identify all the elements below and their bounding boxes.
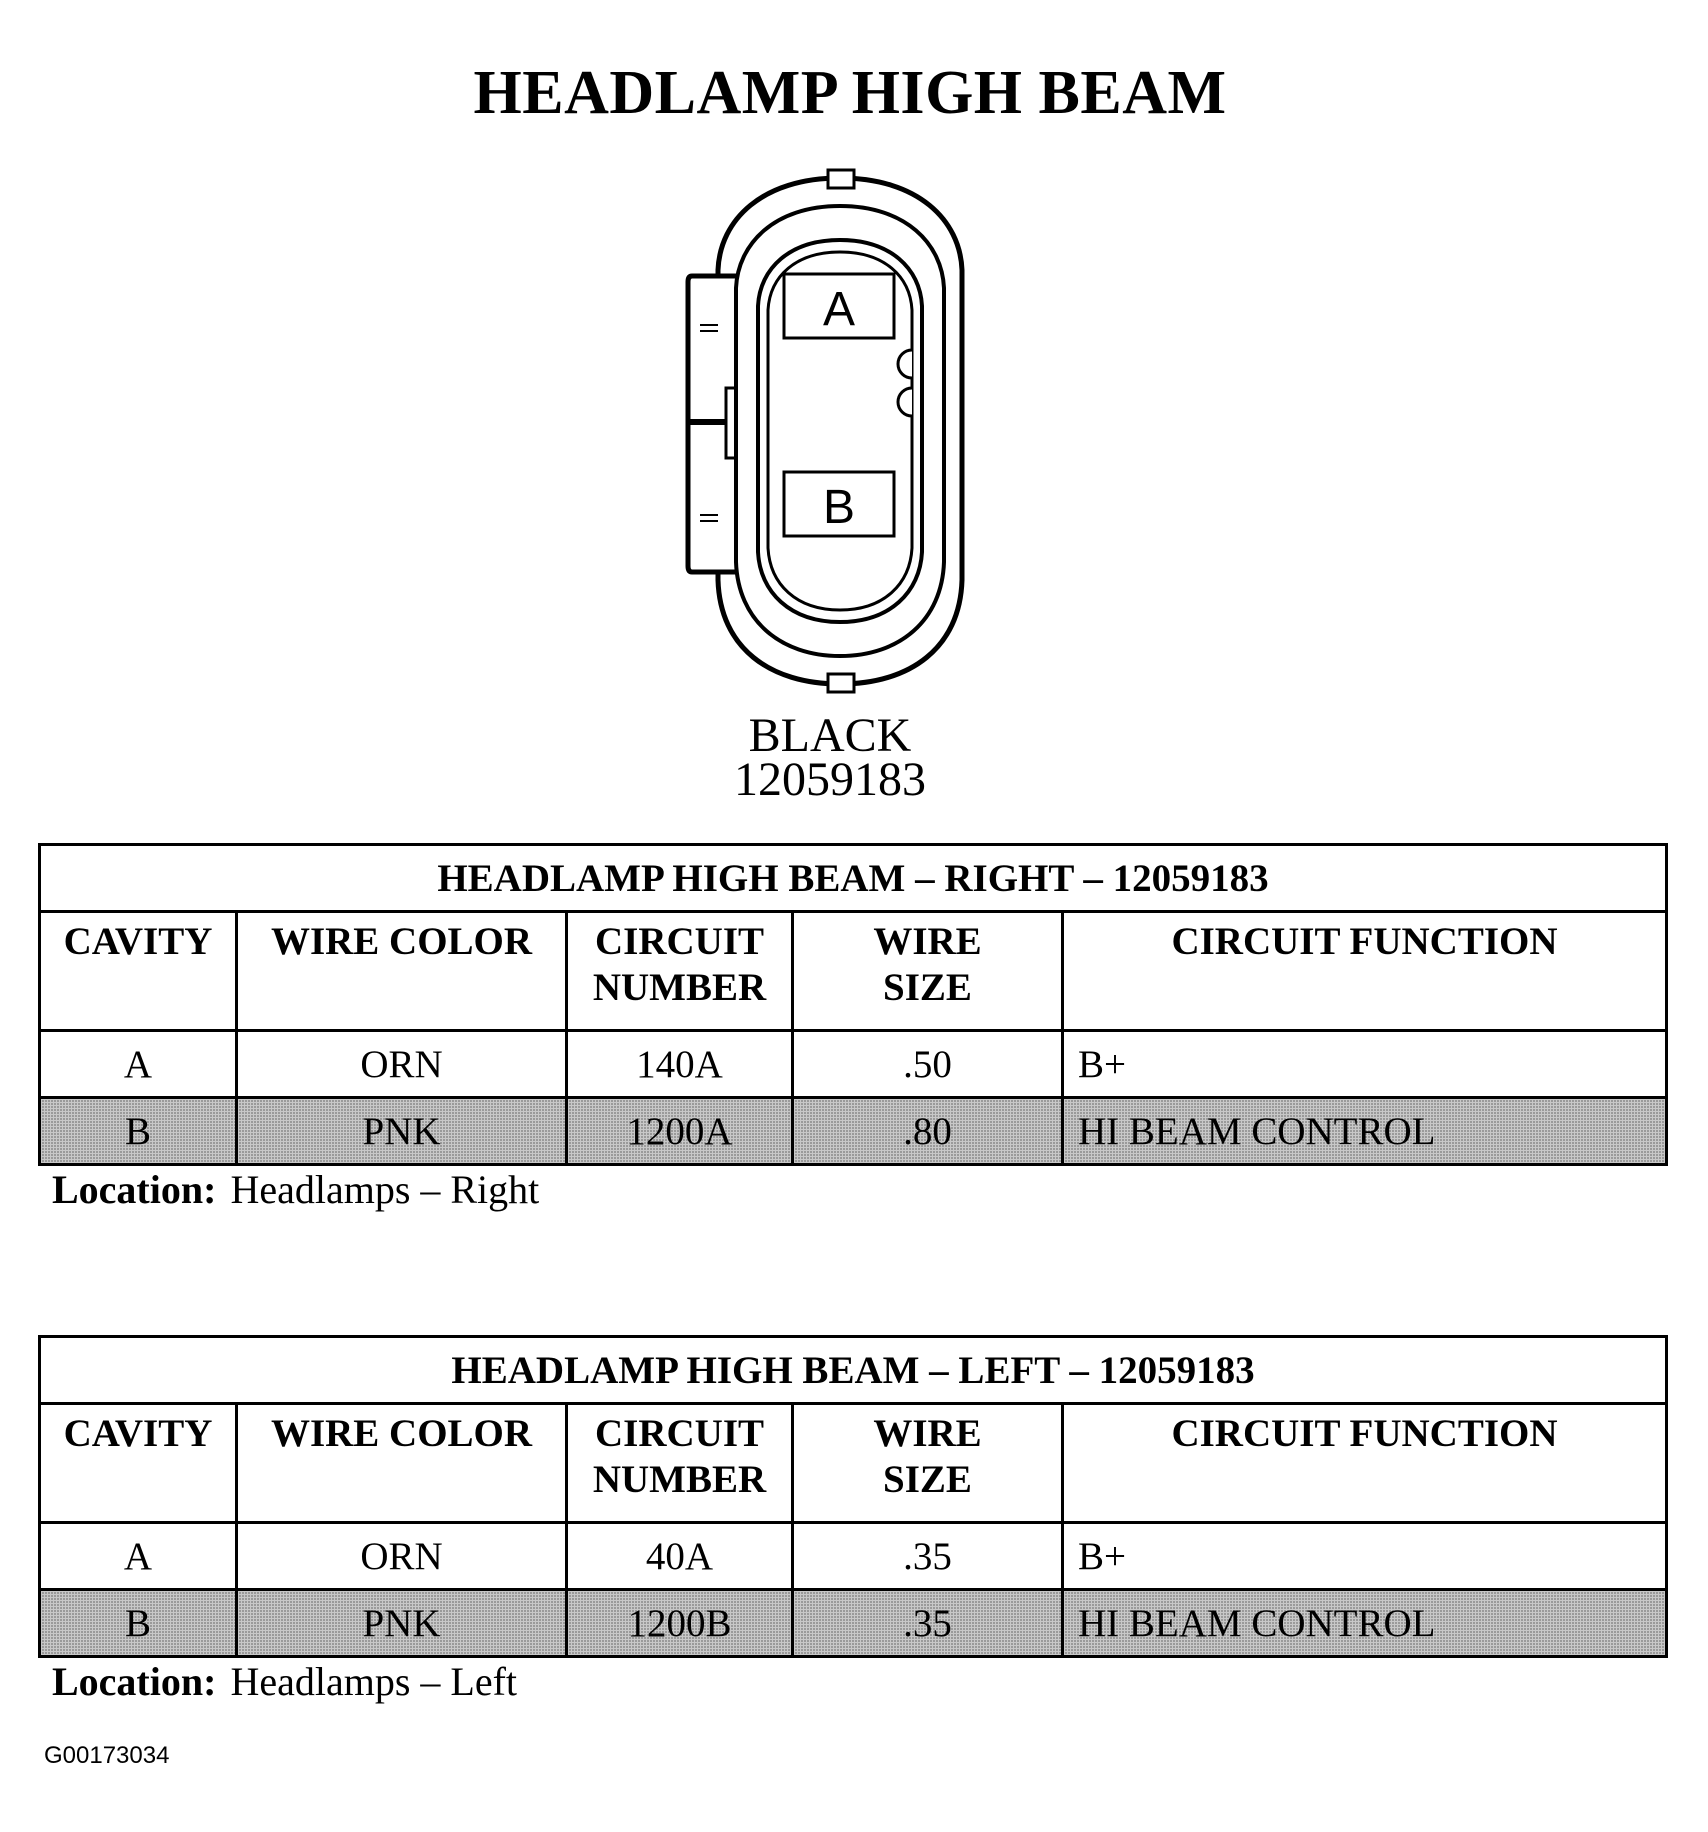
connector-diagram — [660, 160, 1020, 700]
location-label: Location: — [52, 1167, 217, 1212]
column-header-wire-size: WIRE SIZE — [793, 912, 1063, 1031]
table-title: HEADLAMP HIGH BEAM – LEFT – 12059183 — [40, 1337, 1667, 1404]
column-header-wire-color: WIRE COLOR — [237, 1404, 567, 1523]
cell-circuit-number: 40A — [567, 1523, 793, 1590]
cell-circuit-function: HI BEAM CONTROL — [1063, 1098, 1667, 1165]
column-header-circuit-number: CIRCUIT NUMBER — [567, 912, 793, 1031]
cell-wire-size: .80 — [793, 1098, 1063, 1165]
table-title: HEADLAMP HIGH BEAM – RIGHT – 12059183 — [40, 845, 1667, 912]
cell-circuit-number: 1200A — [567, 1098, 793, 1165]
location-label: Location: — [52, 1659, 217, 1704]
location-value: Headlamps – Left — [230, 1659, 517, 1704]
cell-circuit-number: 1200B — [567, 1590, 793, 1657]
cell-wire-size: .50 — [793, 1031, 1063, 1098]
page-title: HEADLAMP HIGH BEAM — [473, 59, 1227, 127]
column-header-wire-size: WIRE SIZE — [793, 1404, 1063, 1523]
column-header-circuit-function: CIRCUIT FUNCTION — [1063, 912, 1667, 1031]
cell-wire-color: PNK — [237, 1590, 567, 1657]
table-row — [40, 1031, 1667, 1098]
cell-cavity: A — [40, 1523, 237, 1590]
cell-circuit-function: HI BEAM CONTROL — [1063, 1590, 1667, 1657]
cell-cavity: A — [40, 1031, 237, 1098]
column-header-cavity: CAVITY — [40, 1404, 237, 1523]
table-row — [40, 1098, 1667, 1165]
cell-circuit-function: B+ — [1063, 1523, 1667, 1590]
pinout-table-right — [38, 843, 1668, 1166]
column-header-circuit-number: CIRCUIT NUMBER — [567, 1404, 793, 1523]
location-left — [52, 1658, 517, 1705]
cell-circuit-function: B+ — [1063, 1031, 1667, 1098]
table-row — [40, 1523, 1667, 1590]
cell-cavity: B — [40, 1590, 237, 1657]
cell-circuit-number: 140A — [567, 1031, 793, 1098]
cell-wire-color: ORN — [237, 1523, 567, 1590]
table-row — [40, 1590, 1667, 1657]
cell-wire-size: .35 — [793, 1523, 1063, 1590]
pinout-table-left — [38, 1335, 1668, 1658]
location-value: Headlamps – Right — [230, 1167, 540, 1212]
connector-color: BLACK — [748, 709, 912, 762]
figure-code: G00173034 — [44, 1742, 170, 1769]
cavity-a-label: A — [822, 283, 856, 336]
column-header-circuit-function: CIRCUIT FUNCTION — [1063, 1404, 1667, 1523]
cavity-b-label: B — [822, 481, 856, 534]
location-right — [52, 1166, 539, 1213]
column-header-cavity: CAVITY — [40, 912, 237, 1031]
cell-wire-color: PNK — [237, 1098, 567, 1165]
column-header-wire-color: WIRE COLOR — [237, 912, 567, 1031]
cell-wire-color: ORN — [237, 1031, 567, 1098]
cell-cavity: B — [40, 1098, 237, 1165]
cell-wire-size: .35 — [793, 1590, 1063, 1657]
connector-part-number: 12059183 — [734, 753, 926, 806]
